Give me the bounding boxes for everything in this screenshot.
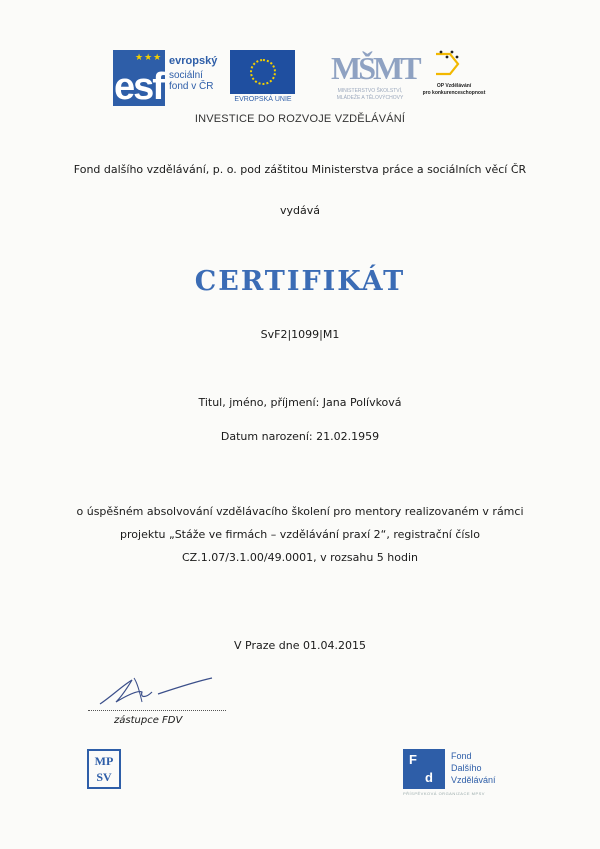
esf-logo: ★★★ esf evropský sociální fond v ČR xyxy=(113,50,225,106)
eu-flag-logo: EVROPSKÁ UNIE xyxy=(230,50,295,106)
issues-text: vydává xyxy=(280,204,320,217)
msmt-logo: MŠMT MINISTERSTVO ŠKOLSTVÍ, MLÁDEŽE A TĚLOVÝCHOVY xyxy=(331,50,419,101)
birth-line: Datum narození: 21.02.1959 xyxy=(220,430,380,443)
issuer-text: Fond dalšího vzdělávání, p. o. pod záštitou Ministerstva práce a sociálních věcí ČR xyxy=(73,163,527,176)
signature xyxy=(96,668,216,708)
place-date: V Praze dne 01.04.2015 xyxy=(234,639,366,652)
signatory-label: zástupce FDV xyxy=(114,715,183,726)
op-mark-icon xyxy=(432,50,462,78)
fdv-logo: F d Fond Dalšího Vzdělávání PŘÍSPĚVKOVÁ ORGANIZACE MPSV xyxy=(403,751,496,796)
name-line: Titul, jméno, příjmení: Jana Polívková xyxy=(198,396,402,409)
statement: o úspěšném absolvování vzdělávacího školení pro mentory realizovaném v rámci projektu „Stáže ve firmách – vzdělávání praxí 2“, registrační číslo CZ.1.07/3.1.00/49.0001, v rozsahu 5 hodin xyxy=(76,505,524,564)
star-icon: ★★★ xyxy=(135,53,163,63)
certificate-code: SvF2|1099|M1 xyxy=(260,328,340,341)
fdv-mark: F d xyxy=(403,749,445,789)
op-vzdelavani-logo: OP Vzdělávání pro konkurenceschopnost xyxy=(418,50,490,106)
tagline: INVESTICE DO ROZVOJE VZDĚLÁVÁNÍ xyxy=(194,113,406,125)
signature-line xyxy=(88,710,226,711)
eu-stars-icon xyxy=(250,59,276,85)
mpsv-logo: MP SV xyxy=(87,749,121,789)
certificate-title: CERTIFIKÁT xyxy=(194,266,406,297)
